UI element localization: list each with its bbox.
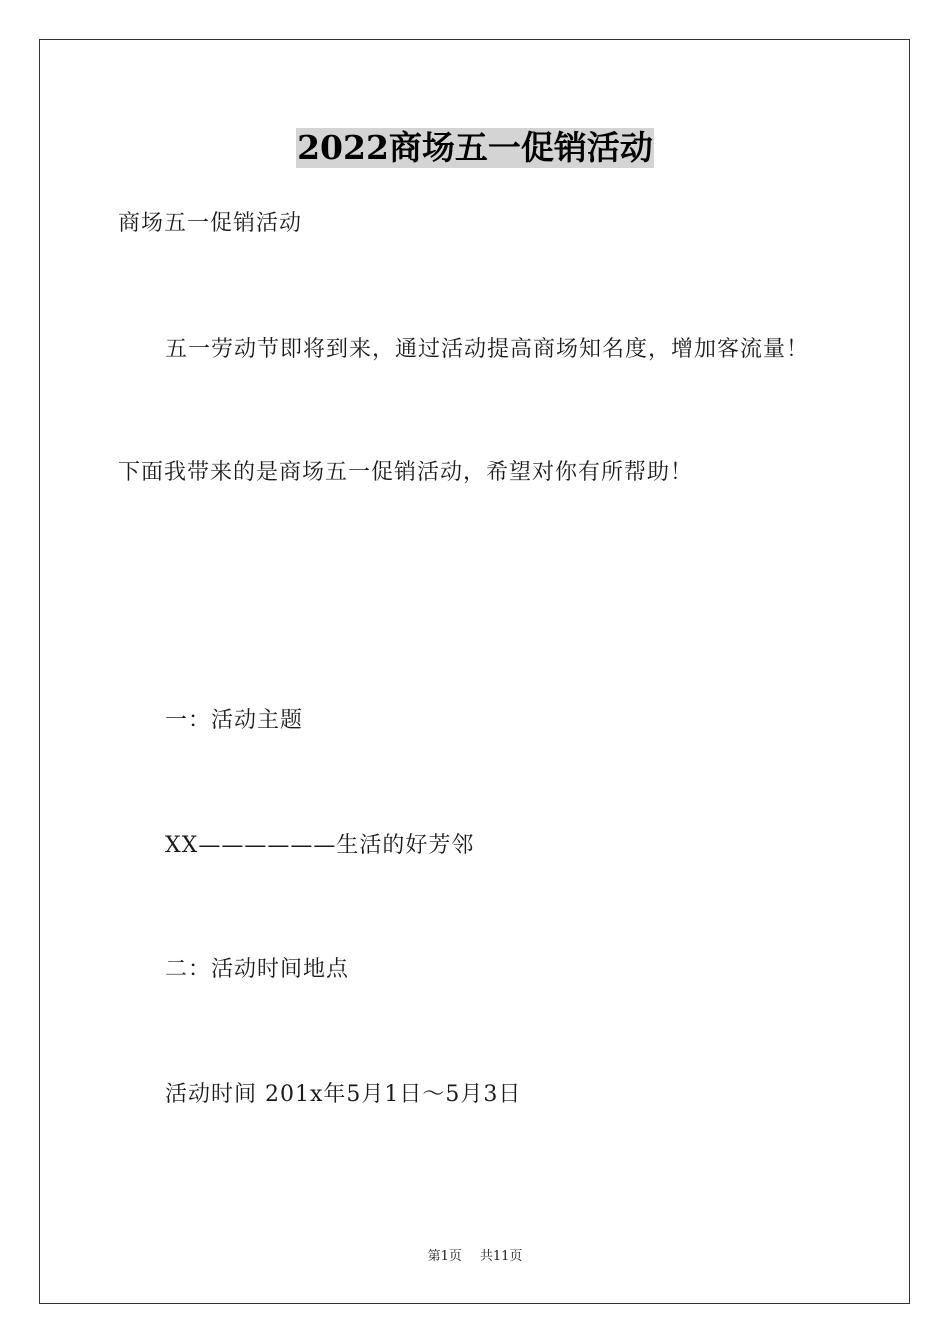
activity-time-text: 活动时间 201x年5月1日～5月3日 [165,1082,522,1107]
intro-paragraph: 五一劳动节即将到来，通过活动提高商场知名度，增加客流量！ [165,337,810,362]
intro-heading: 商场五一促销活动 [118,211,303,236]
page-number-total: 共11页 [479,1249,523,1264]
document-title: 2022商场五一促销活动 [297,128,653,167]
section-heading-time-place: 二：活动时间地点 [165,957,350,982]
intro-note: 下面我带来的是商场五一促销活动，希望对你有所帮助！ [118,460,694,485]
page-footer [0,1247,950,1267]
title-container [0,128,950,168]
section-heading-theme: 一：活动主题 [165,708,304,733]
theme-text: XX——————生活的好芳邻 [165,833,475,858]
page-number-current: 第1页 [427,1249,462,1264]
